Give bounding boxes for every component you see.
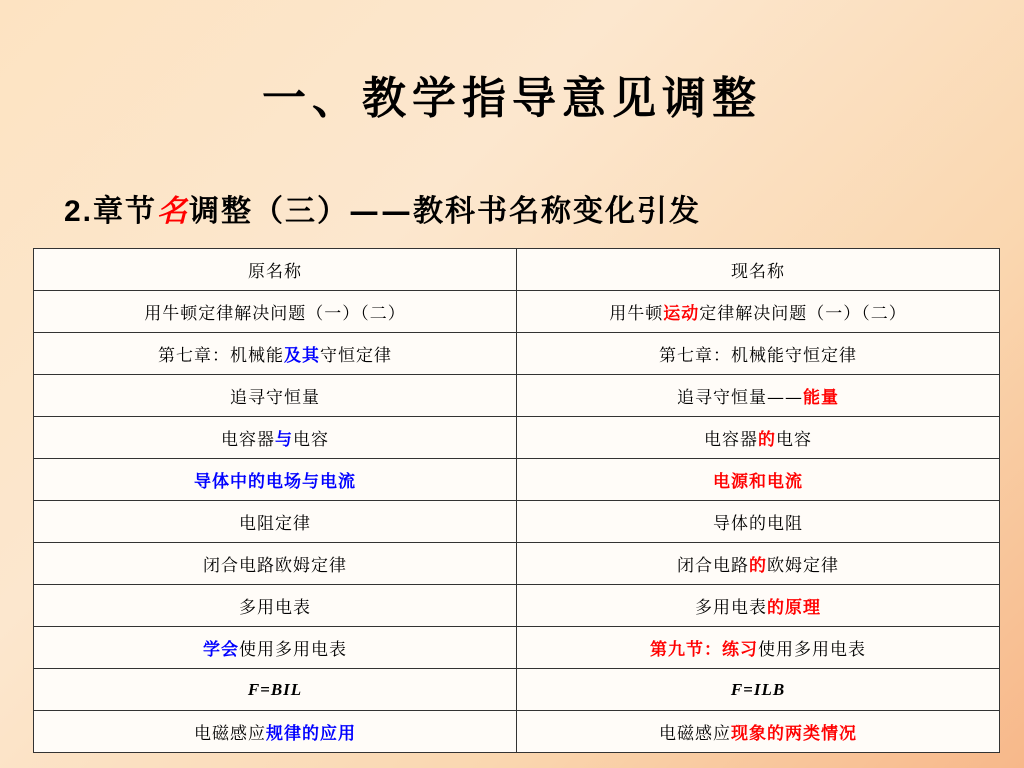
cell-text-segment: 电阻定律 [239,514,311,534]
cell-text-segment: 电容 [293,430,329,450]
table-row [34,375,1000,417]
slide-title: 一、教学指导意见调整 [262,73,762,124]
cell-text-segment: 电磁感应 [659,724,731,744]
original-name-cell [34,291,517,333]
cell-text-segment: 追寻守恒量—— [677,388,803,408]
subtitle-highlight: 名 [157,194,190,229]
cell-text-segment: 闭合电路欧姆定律 [203,556,347,576]
cell-text-segment: F=ILB [730,679,786,699]
cell-text-segment: 电容 [776,430,812,450]
table-row [34,669,1000,711]
section-subtitle [64,186,701,230]
cell-text-segment: 的 [749,556,767,576]
table-header-row [34,249,1000,291]
cell-text-segment: 的原理 [767,598,821,618]
cell-text-segment: F=BIL [247,679,303,699]
cell-text-segment: 使用多用电表 [239,640,347,660]
subtitle-number: 2. [64,195,94,228]
current-name-cell [517,417,1000,459]
cell-text-segment: 电源和电流 [713,472,803,492]
cell-text-segment: 电容器 [704,430,758,450]
cell-text-segment: 欧姆定律 [767,556,839,576]
table-body [34,291,1000,753]
original-name-cell [34,585,517,627]
cell-text-segment: 学会 [203,640,239,660]
current-name-cell [517,333,1000,375]
original-name-cell [34,627,517,669]
current-name-cell [517,585,1000,627]
cell-text-segment: 电容器 [221,430,275,450]
cell-text-segment: 第七章：机械能守恒定律 [659,346,857,366]
current-name-cell [517,669,1000,711]
table-row [34,627,1000,669]
cell-text-segment: 多用电表 [695,598,767,618]
cell-text-segment: 用牛顿定律解决问题（一）（二） [144,304,406,324]
table-row [34,291,1000,333]
header-original-name: 原名称 [34,249,517,291]
original-name-cell [34,711,517,753]
header-current-name: 现名称 [517,249,1000,291]
cell-text-segment: 导体的电阻 [713,514,803,534]
current-name-cell [517,459,1000,501]
subtitle-pre: 章节 [93,194,158,229]
cell-text-segment: 追寻守恒量 [230,388,320,408]
cell-text-segment: 能量 [803,388,839,408]
original-name-cell [34,501,517,543]
current-name-cell [517,501,1000,543]
current-name-cell [517,711,1000,753]
current-name-cell [517,291,1000,333]
table-row [34,501,1000,543]
cell-text-segment: 定律解决问题（一）（二） [699,304,907,324]
original-name-cell [34,417,517,459]
table-row [34,585,1000,627]
cell-text-segment: 现象的两类情况 [731,724,857,744]
original-name-cell [34,669,517,711]
cell-text-segment: 多用电表 [239,598,311,618]
original-name-cell [34,333,517,375]
table-row [34,543,1000,585]
cell-text-segment: 规律的应用 [266,724,356,744]
table-row [34,417,1000,459]
cell-text-segment: 电磁感应 [194,724,266,744]
subtitle-post: 调整（三）——教科书名称变化引发 [189,194,702,229]
cell-text-segment: 用牛顿 [609,304,664,324]
original-name-cell [34,543,517,585]
table-row [34,711,1000,753]
cell-text-segment: 使用多用电表 [758,640,866,660]
cell-text-segment: 闭合电路 [677,556,749,576]
cell-text-segment: 第九节：练习 [650,640,758,660]
original-name-cell [34,375,517,417]
current-name-cell [517,627,1000,669]
cell-text-segment: 的 [758,430,776,450]
current-name-cell [517,543,1000,585]
cell-text-segment: 运动 [663,304,700,324]
name-change-table [33,248,1000,753]
original-name-cell [34,459,517,501]
table-row [34,333,1000,375]
current-name-cell [517,375,1000,417]
cell-text-segment: 第七章：机械能 [158,346,284,366]
cell-text-segment: 导体中的电场与电流 [194,472,356,492]
table-row [34,459,1000,501]
cell-text-segment: 与 [275,430,293,450]
cell-text-segment: 守恒定律 [320,346,392,366]
cell-text-segment: 及其 [284,346,320,366]
